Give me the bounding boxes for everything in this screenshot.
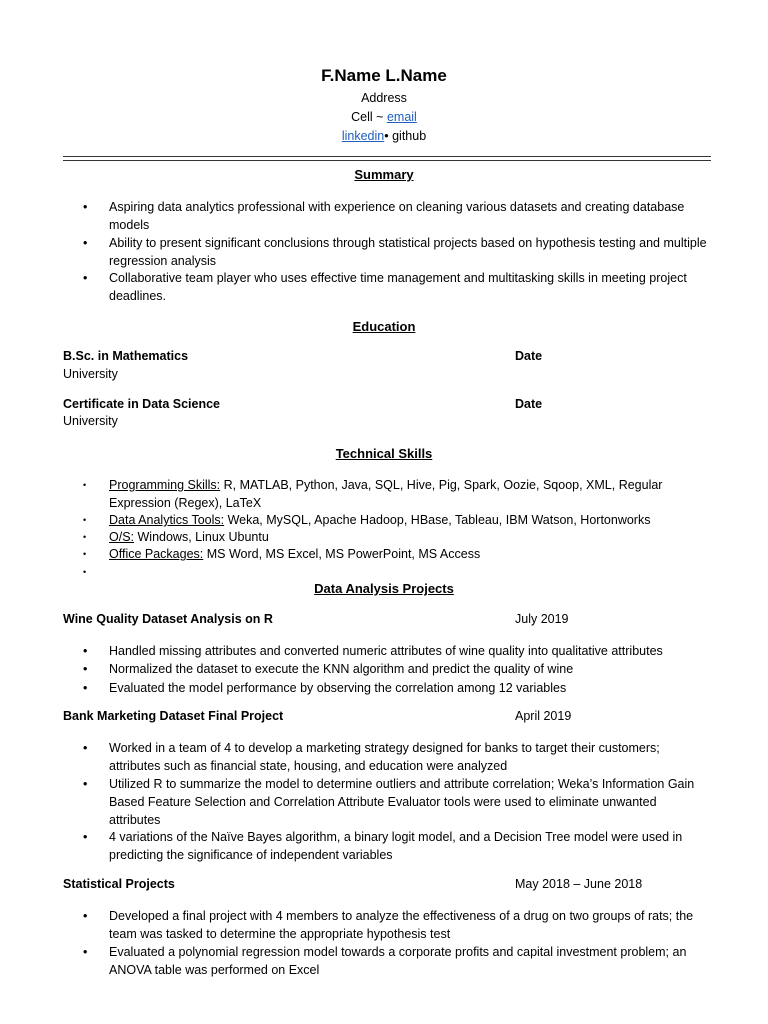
project-item-line: Worked in a team of 4 to develop a marketing strategy designed for banks to target their customers; [109,741,660,755]
skill-label: Data Analytics Tools: [109,513,225,527]
project-item-line: Based Feature Selection and Correlation Attribute Evaluator tools were used to eliminate unwanted [109,795,657,809]
skill-text: R, MATLAB, Python, Java, SQL, Hive, Pig, Spark, Oozie, Sqoop, XML, Regular [220,478,663,492]
bullet: • [83,236,88,250]
bullet: • [83,662,88,676]
contact-line [0,110,768,124]
bullet: • [83,909,88,923]
project-item-line: Handled missing attributes and converted numeric attributes of wine quality into qualitative attributes [109,644,663,658]
skill-label: O/S: [109,530,135,544]
summary-item-line: Aspiring data analytics professional with experience on cleaning various datasets and creating database [109,200,685,214]
header-divider-top [63,156,711,157]
project-item-line: Evaluated the model performance by observing the correlation among 12 variables [109,681,567,695]
skills-heading: Technical Skills [335,446,433,461]
skill-label: Office Packages: [109,547,204,561]
project-name: Bank Marketing Dataset Final Project [63,709,284,723]
summary-item-line: deadlines. [109,289,166,303]
bullet: • [83,480,87,490]
bullet: • [83,532,87,542]
project-item-line: Developed a final project with 4 members to analyze the effectiveness of a drug on two groups of rats; the [109,909,694,923]
separator-bullet: • [384,129,389,143]
project-item-line: attributes [109,813,161,827]
summary-item-line: Collaborative team player who uses effective time management and multitasking skills in meeting project [109,271,687,285]
school-name: University [63,367,118,381]
skill-label: Programming Skills: [109,478,221,492]
bullet: • [83,271,88,285]
cell-label: Cell ~ [351,110,384,124]
education-date: Date [515,397,543,411]
project-item-line: Normalized the dataset to execute the KNN algorithm and predict the quality of wine [109,662,574,676]
project-date: April 2019 [515,709,572,723]
project-name: Wine Quality Dataset Analysis on R [63,612,273,626]
bullet: • [83,515,87,525]
skill-text: MS Word, MS Excel, MS PowerPoint, MS Access [203,547,481,561]
project-header [63,709,703,723]
bullet: • [83,681,88,695]
bullet: • [83,567,87,577]
degree-name: Certificate in Data Science [63,397,221,411]
education-entry [63,349,703,363]
header-divider-bottom [63,160,711,161]
skill-text: Expression (Regex), LaTeX [109,496,262,510]
summary-heading: Summary [354,167,414,182]
projects-heading: Data Analysis Projects [314,581,454,596]
candidate-name: F.Name L.Name [321,66,447,85]
skill-text: Windows, Linux Ubuntu [134,530,269,544]
education-date: Date [515,349,543,363]
project-item-line: ANOVA table was performed on Excel [109,963,320,977]
skill-text: Weka, MySQL, Apache Hadoop, HBase, Tableau, IBM Watson, Hortonworks [224,513,651,527]
summary-item-line: models [109,218,150,232]
linkedin-link[interactable]: linkedin [341,129,385,143]
project-name: Statistical Projects [63,877,175,891]
github-link: github [392,129,427,143]
project-date: July 2019 [515,612,569,626]
project-item-line: 4 variations of the Naïve Bayes algorithm, a binary logit model, and a Decision Tree model were used in [109,830,683,844]
summary-item-line: Ability to present significant conclusions through statistical projects based on hypothesis testing and multiple [109,236,707,250]
degree-name: B.Sc. in Mathematics [63,349,189,363]
project-item-line: predicting the significance of independent variables [109,848,393,862]
project-header [63,877,703,891]
project-date: May 2018 – June 2018 [515,877,643,891]
bullet: • [83,549,87,559]
bullet: • [83,945,88,959]
profile-links [0,129,768,143]
email-link[interactable]: email [386,110,417,124]
summary-item-line: regression analysis [109,254,216,268]
project-item-line: Utilized R to summarize the model to determine outliers and attribute correlation; Weka’s Information Gain [109,777,695,791]
bullet: • [83,777,88,791]
bullet: • [83,830,88,844]
bullet: • [83,200,88,214]
education-heading: Education [352,319,416,334]
project-item-line: team was tasked to determine the appropriate hypothesis test [109,927,451,941]
address-line: Address [361,91,407,105]
bullet: • [83,741,88,755]
education-entry [63,397,703,411]
project-header [63,612,703,626]
bullet: • [83,644,88,658]
project-item-line: Evaluated a polynomial regression model towards a corporate profits and capital investment problem; an [109,945,687,959]
school-name: University [63,414,118,428]
project-item-line: attributes such as financial state, housing, and education were analyzed [109,759,508,773]
